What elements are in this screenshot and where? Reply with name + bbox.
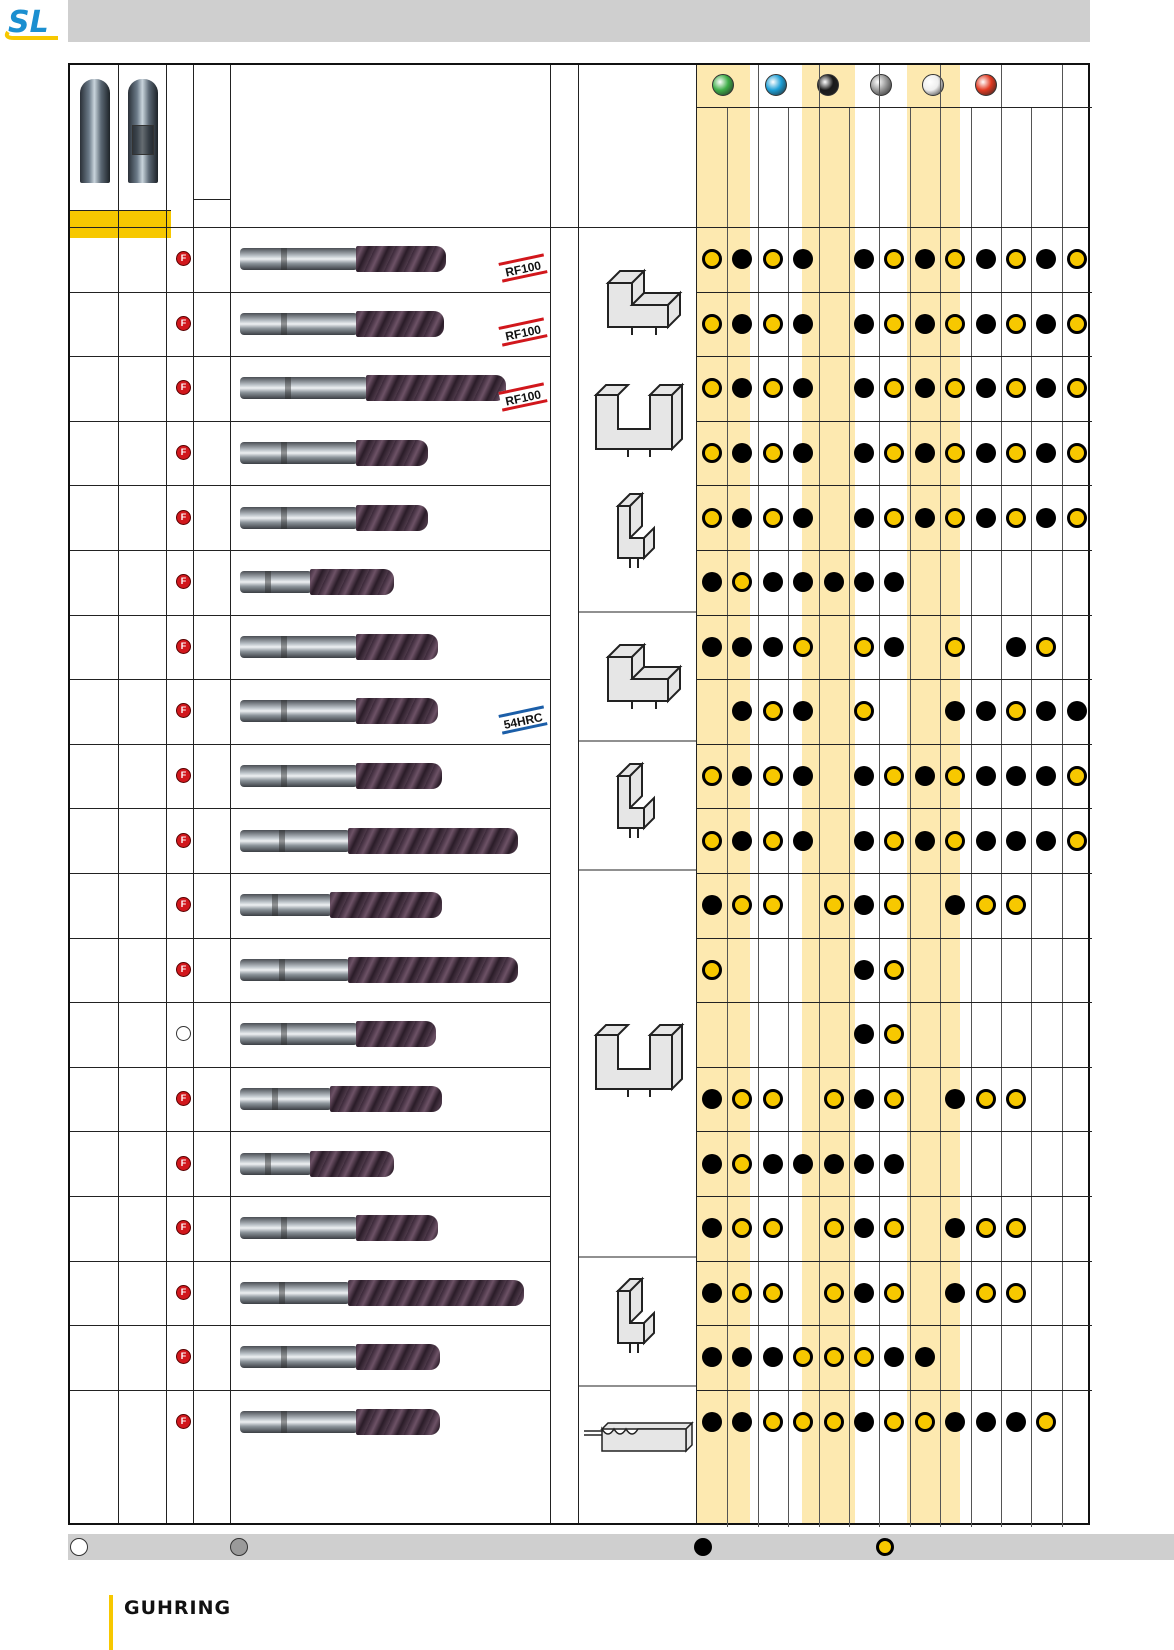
black-dot-icon bbox=[702, 572, 722, 592]
black-dot-icon bbox=[793, 508, 813, 528]
end-mill-icon bbox=[240, 374, 508, 402]
black-dot-icon bbox=[945, 895, 965, 915]
black-dot-icon bbox=[854, 249, 874, 269]
legend-grey-circle-icon bbox=[230, 1538, 248, 1556]
yellow-dot-icon bbox=[763, 508, 783, 528]
end-mill-icon bbox=[240, 245, 448, 273]
f-mark-icon: F bbox=[176, 445, 191, 460]
black-dot-icon bbox=[884, 1347, 904, 1367]
black-dot-icon bbox=[884, 637, 904, 657]
black-dot-icon bbox=[1006, 1412, 1026, 1432]
yellow-dot-icon bbox=[763, 314, 783, 334]
yellow-dot-icon bbox=[945, 443, 965, 463]
black-dot-icon bbox=[915, 443, 935, 463]
slot-milling-icon-2 bbox=[596, 1025, 682, 1097]
yellow-dot-icon bbox=[1036, 637, 1056, 657]
black-dot-icon bbox=[976, 1412, 996, 1432]
yellow-dot-icon bbox=[1067, 314, 1087, 334]
black-dot-icon bbox=[1006, 766, 1026, 786]
black-dot-icon bbox=[915, 766, 935, 786]
f-mark-icon: F bbox=[176, 703, 191, 718]
black-dot-icon bbox=[1036, 378, 1056, 398]
yellow-dot-icon bbox=[702, 960, 722, 980]
hrc-badge: 54HRC bbox=[498, 705, 547, 734]
yellow-dot-icon bbox=[763, 378, 783, 398]
operation-sketches bbox=[578, 227, 696, 1527]
yellow-dot-icon bbox=[976, 1218, 996, 1238]
yellow-dot-icon bbox=[945, 637, 965, 657]
end-mill-icon bbox=[240, 1150, 396, 1178]
black-dot-icon bbox=[824, 572, 844, 592]
black-dot-icon bbox=[976, 766, 996, 786]
yellow-dot-icon bbox=[763, 895, 783, 915]
black-dot-icon bbox=[1006, 637, 1026, 657]
black-dot-icon bbox=[1036, 249, 1056, 269]
black-dot-icon bbox=[854, 960, 874, 980]
yellow-dot-icon bbox=[732, 1218, 752, 1238]
end-mill-icon bbox=[240, 310, 446, 338]
yellow-dot-icon bbox=[1006, 314, 1026, 334]
yellow-dot-icon bbox=[884, 960, 904, 980]
black-dot-icon bbox=[854, 1024, 874, 1044]
yellow-dot-icon bbox=[1006, 508, 1026, 528]
black-dot-icon bbox=[945, 701, 965, 721]
side-milling-icon-2 bbox=[618, 764, 654, 838]
black-dot-icon bbox=[854, 766, 874, 786]
black-dot-icon bbox=[1067, 701, 1087, 721]
f-mark-icon: F bbox=[176, 380, 191, 395]
f-mark-icon: F bbox=[176, 962, 191, 977]
black-dot-icon bbox=[1036, 766, 1056, 786]
black-dot-icon bbox=[945, 1283, 965, 1303]
black-dot-icon bbox=[793, 572, 813, 592]
end-mill-icon bbox=[240, 697, 440, 725]
f-mark-icon: F bbox=[176, 639, 191, 654]
black-dot-icon bbox=[976, 508, 996, 528]
legend-black-dot-icon bbox=[694, 1538, 712, 1556]
side-milling-icon-3 bbox=[618, 1279, 654, 1353]
black-dot-icon bbox=[915, 249, 935, 269]
yellow-dot-icon bbox=[1006, 895, 1026, 915]
yellow-dot-icon bbox=[702, 249, 722, 269]
yellow-dot-icon bbox=[702, 378, 722, 398]
black-dot-icon bbox=[702, 637, 722, 657]
black-dot-icon bbox=[1036, 443, 1056, 463]
black-dot-icon bbox=[732, 701, 752, 721]
black-dot-icon bbox=[732, 1347, 752, 1367]
black-dot-icon bbox=[1036, 701, 1056, 721]
black-dot-icon bbox=[915, 831, 935, 851]
rf100-badge: RF100 bbox=[498, 318, 547, 347]
footer-accent-bar bbox=[109, 1595, 113, 1650]
f-mark-icon: F bbox=[176, 574, 191, 589]
black-dot-icon bbox=[915, 378, 935, 398]
end-mill-icon bbox=[240, 1214, 440, 1242]
yellow-dot-icon bbox=[1006, 701, 1026, 721]
f-mark-icon: F bbox=[176, 897, 191, 912]
yellow-dot-icon bbox=[945, 378, 965, 398]
yellow-dot-icon bbox=[1006, 1218, 1026, 1238]
tool-table bbox=[68, 63, 1090, 1525]
grey-ball-icon bbox=[870, 74, 892, 96]
yellow-dot-icon bbox=[763, 443, 783, 463]
yellow-dot-icon bbox=[702, 831, 722, 851]
yellow-dot-icon bbox=[824, 1283, 844, 1303]
yellow-dot-icon bbox=[763, 1218, 783, 1238]
f-mark-icon: F bbox=[176, 1285, 191, 1300]
yellow-dot-icon bbox=[824, 1089, 844, 1109]
yellow-dot-icon bbox=[1067, 249, 1087, 269]
yellow-dot-icon bbox=[1067, 831, 1087, 851]
black-dot-icon bbox=[702, 1218, 722, 1238]
black-dot-icon bbox=[976, 701, 996, 721]
yellow-dot-icon bbox=[1006, 443, 1026, 463]
yellow-dot-icon bbox=[884, 1412, 904, 1432]
black-dot-icon bbox=[1036, 314, 1056, 334]
yellow-dot-icon bbox=[854, 701, 874, 721]
yellow-dot-icon bbox=[732, 1089, 752, 1109]
black-dot-icon bbox=[1036, 831, 1056, 851]
black-dot-icon bbox=[976, 443, 996, 463]
plain-shank-icon bbox=[80, 79, 110, 183]
black-dot-icon bbox=[854, 1412, 874, 1432]
f-mark-icon: F bbox=[176, 1414, 191, 1429]
yellow-dot-icon bbox=[793, 637, 813, 657]
black-dot-icon bbox=[945, 1412, 965, 1432]
black-dot-icon bbox=[945, 1089, 965, 1109]
f-mark-icon: F bbox=[176, 251, 191, 266]
yellow-dot-icon bbox=[884, 766, 904, 786]
black-dot-icon bbox=[854, 895, 874, 915]
legend-white-circle-icon bbox=[70, 1538, 88, 1556]
yellow-dot-icon bbox=[854, 637, 874, 657]
yellow-dot-icon bbox=[763, 1412, 783, 1432]
end-mill-icon bbox=[240, 633, 440, 661]
f-mark-icon: F bbox=[176, 1349, 191, 1364]
red-ball-icon bbox=[975, 74, 997, 96]
black-dot-icon bbox=[793, 701, 813, 721]
end-mill-icon bbox=[240, 1279, 526, 1307]
black-dot-icon bbox=[945, 1218, 965, 1238]
black-dot-icon bbox=[732, 766, 752, 786]
black-dot-icon bbox=[732, 378, 752, 398]
yellow-dot-icon bbox=[1067, 443, 1087, 463]
end-mill-icon bbox=[240, 827, 520, 855]
black-dot-icon bbox=[854, 1283, 874, 1303]
black-dot-icon bbox=[702, 1347, 722, 1367]
black-dot-icon bbox=[1006, 831, 1026, 851]
f-mark-icon: F bbox=[176, 768, 191, 783]
yellow-dot-icon bbox=[976, 1283, 996, 1303]
yellow-dot-icon bbox=[732, 895, 752, 915]
logo-text: SL bbox=[8, 5, 49, 40]
sl-logo-icon bbox=[2, 2, 64, 44]
slot-milling-icon bbox=[596, 385, 682, 457]
yellow-dot-icon bbox=[763, 249, 783, 269]
yellow-dot-icon bbox=[915, 1412, 935, 1432]
yellow-dot-icon bbox=[1006, 378, 1026, 398]
end-mill-icon bbox=[240, 891, 444, 919]
copy-milling-icon bbox=[584, 1423, 692, 1451]
black-dot-icon bbox=[702, 1154, 722, 1174]
black-dot-icon bbox=[702, 1283, 722, 1303]
black-dot-icon bbox=[793, 378, 813, 398]
end-mill-icon bbox=[240, 1020, 438, 1048]
rf100-badge: RF100 bbox=[498, 382, 547, 411]
f-mark-icon: F bbox=[176, 1156, 191, 1171]
black-dot-icon bbox=[1036, 508, 1056, 528]
black-dot-icon bbox=[732, 249, 752, 269]
black-dot-icon bbox=[854, 572, 874, 592]
yellow-dot-icon bbox=[732, 1283, 752, 1303]
yellow-dot-icon bbox=[763, 1283, 783, 1303]
black-dot-icon bbox=[884, 572, 904, 592]
black-dot-icon bbox=[976, 314, 996, 334]
flat-shank-icon bbox=[128, 79, 158, 183]
yellow-dot-icon bbox=[824, 1412, 844, 1432]
yellow-dot-icon bbox=[884, 378, 904, 398]
black-dot-icon bbox=[732, 831, 752, 851]
yellow-dot-icon bbox=[1036, 1412, 1056, 1432]
black-dot-icon bbox=[824, 1154, 844, 1174]
f-mark-icon: F bbox=[176, 316, 191, 331]
black-dot-icon bbox=[854, 443, 874, 463]
yellow-dot-icon bbox=[763, 1089, 783, 1109]
yellow-dot-icon bbox=[763, 766, 783, 786]
black-dot-icon bbox=[854, 1218, 874, 1238]
yellow-dot-icon bbox=[824, 1347, 844, 1367]
end-mill-icon bbox=[240, 1343, 442, 1371]
yellow-dot-icon bbox=[763, 701, 783, 721]
f-mark-icon: F bbox=[176, 510, 191, 525]
black-dot-icon bbox=[793, 831, 813, 851]
black-dot-icon bbox=[915, 508, 935, 528]
black-dot-icon bbox=[732, 1412, 752, 1432]
black-dot-icon bbox=[763, 1154, 783, 1174]
black-dot-icon bbox=[793, 1154, 813, 1174]
yellow-dot-icon bbox=[976, 1089, 996, 1109]
yellow-dot-icon bbox=[793, 1412, 813, 1432]
black-dot-icon bbox=[976, 831, 996, 851]
black-dot-icon bbox=[854, 1154, 874, 1174]
yellow-dot-icon bbox=[732, 1154, 752, 1174]
end-mill-icon bbox=[240, 1085, 444, 1113]
yellow-dot-icon bbox=[732, 572, 752, 592]
black-dot-icon bbox=[702, 895, 722, 915]
rf100-badge: RF100 bbox=[498, 253, 547, 282]
f-mark-icon: F bbox=[176, 1220, 191, 1235]
black-dot-icon bbox=[702, 1412, 722, 1432]
end-mill-icon bbox=[240, 1408, 442, 1436]
yellow-dot-icon bbox=[824, 1218, 844, 1238]
yellow-dot-icon bbox=[945, 766, 965, 786]
top-header bbox=[0, 0, 1174, 46]
end-mill-icon bbox=[240, 956, 520, 984]
black-dot-icon bbox=[732, 443, 752, 463]
end-mill-icon bbox=[240, 439, 430, 467]
f-mark-icon: F bbox=[176, 1091, 191, 1106]
black-dot-icon bbox=[976, 378, 996, 398]
black-dot-icon bbox=[793, 314, 813, 334]
black-dot-icon bbox=[702, 1089, 722, 1109]
end-mill-icon bbox=[240, 762, 444, 790]
black-dot-icon bbox=[854, 1089, 874, 1109]
yellow-dot-icon bbox=[884, 895, 904, 915]
black-dot-icon bbox=[793, 443, 813, 463]
black-dot-icon bbox=[884, 1154, 904, 1174]
black-dot-icon bbox=[854, 378, 874, 398]
yellow-dot-icon bbox=[702, 314, 722, 334]
end-mill-icon bbox=[240, 504, 430, 532]
yellow-dot-icon bbox=[884, 508, 904, 528]
blue-ball-icon bbox=[765, 74, 787, 96]
yellow-dot-icon bbox=[702, 508, 722, 528]
yellow-dot-icon bbox=[1006, 249, 1026, 269]
yellow-dot-icon bbox=[884, 1024, 904, 1044]
black-dot-icon bbox=[915, 1347, 935, 1367]
yellow-dot-icon bbox=[884, 1283, 904, 1303]
open-circle-icon bbox=[176, 1026, 191, 1041]
yellow-dot-icon bbox=[945, 508, 965, 528]
yellow-dot-icon bbox=[1067, 378, 1087, 398]
black-dot-icon bbox=[854, 508, 874, 528]
yellow-dot-icon bbox=[884, 1218, 904, 1238]
yellow-dot-icon bbox=[884, 314, 904, 334]
black-dot-icon bbox=[732, 637, 752, 657]
end-mill-icon bbox=[240, 568, 396, 596]
yellow-dot-icon bbox=[702, 766, 722, 786]
yellow-dot-icon bbox=[884, 443, 904, 463]
black-dot-icon bbox=[732, 314, 752, 334]
yellow-dot-icon bbox=[945, 314, 965, 334]
yellow-dot-icon bbox=[884, 249, 904, 269]
yellow-dot-icon bbox=[702, 443, 722, 463]
yellow-dot-icon bbox=[884, 831, 904, 851]
black-dot-icon bbox=[793, 249, 813, 269]
black-dot-icon bbox=[854, 314, 874, 334]
legend-bar bbox=[68, 1534, 1174, 1560]
yellow-dot-icon bbox=[1006, 1283, 1026, 1303]
black-dot-icon bbox=[854, 831, 874, 851]
shoulder-milling-icon bbox=[608, 271, 680, 335]
black-dot-icon bbox=[763, 572, 783, 592]
legend-yellow-dot-icon bbox=[876, 1538, 894, 1556]
yellow-dot-icon bbox=[945, 249, 965, 269]
brand-name: GUHRING bbox=[124, 1597, 232, 1619]
yellow-dot-icon bbox=[1067, 766, 1087, 786]
header-band bbox=[68, 0, 1090, 42]
yellow-dot-icon bbox=[1006, 1089, 1026, 1109]
side-milling-icon bbox=[618, 494, 654, 568]
yellow-dot-icon bbox=[763, 831, 783, 851]
black-dot-icon bbox=[793, 766, 813, 786]
yellow-dot-icon bbox=[1067, 508, 1087, 528]
f-mark-icon: F bbox=[176, 833, 191, 848]
yellow-dot-icon bbox=[793, 1347, 813, 1367]
black-dot-icon bbox=[763, 637, 783, 657]
black-dot-icon bbox=[763, 1347, 783, 1367]
yellow-dot-icon bbox=[854, 1347, 874, 1367]
yellow-dot-icon bbox=[945, 831, 965, 851]
shoulder-milling-icon-2 bbox=[608, 645, 680, 709]
green-ball-icon bbox=[712, 74, 734, 96]
yellow-dot-icon bbox=[976, 895, 996, 915]
black-dot-icon bbox=[915, 314, 935, 334]
yellow-dot-icon bbox=[824, 895, 844, 915]
black-dot-icon bbox=[976, 249, 996, 269]
black-dot-icon bbox=[732, 508, 752, 528]
yellow-dot-icon bbox=[884, 1089, 904, 1109]
